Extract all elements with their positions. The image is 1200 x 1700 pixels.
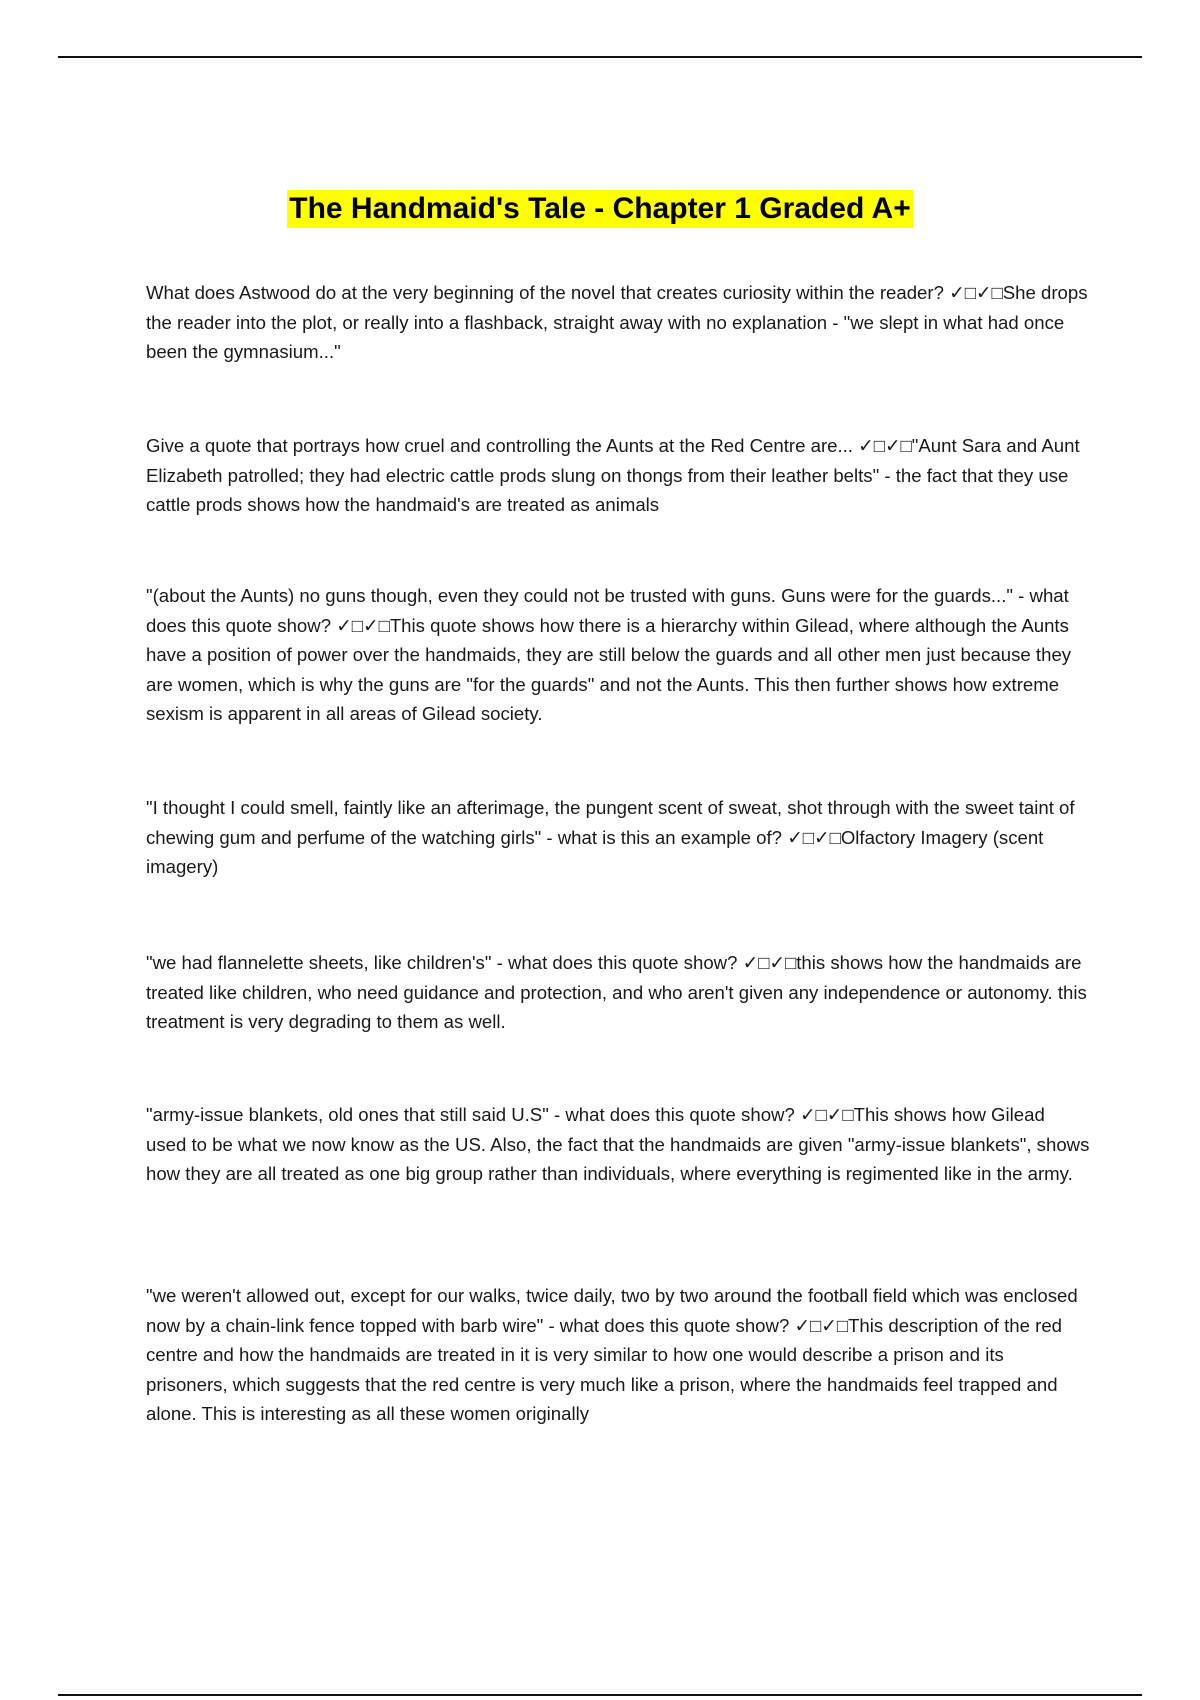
top-rule	[58, 56, 1142, 58]
qa-item	[146, 1100, 1090, 1189]
question-text: Give a quote that portrays how cruel and controlling the Aunts at the Red Centre are...	[146, 435, 859, 456]
bottom-rule	[58, 1694, 1142, 1696]
question-text: "we had flannelette sheets, like children's" - what does this quote show?	[146, 952, 743, 973]
document-title: The Handmaid's Tale - Chapter 1 Graded A+	[287, 190, 912, 228]
answer-text: She drops the reader into the plot, or really into a flashback, straight away with no explanation - "we slept in what had once been the gymnasium..."	[146, 282, 1088, 362]
question-text: "we weren't allowed out, except for our walks, twice daily, two by two around the football field which was enclosed now by a chain-link fence topped with barb wire" - what does this quote show?	[146, 1285, 1078, 1336]
question-text: "(about the Aunts) no guns though, even they could not be trusted with guns. Guns were for the guards..." - what does this quote show?	[146, 585, 1069, 636]
answer-text: this shows how the handmaids are treated like children, who need guidance and protection, and who aren't given any independence or autonomy. this treatment is very degrading to them as well.	[146, 952, 1087, 1032]
answer-marker: ✓□✓□	[794, 1314, 849, 1336]
qa-item	[146, 581, 1090, 729]
answer-marker: ✓□✓□	[858, 435, 912, 456]
question-text: "I thought I could smell, faintly like an afterimage, the pungent scent of sweat, shot through with the sweet taint of chewing gum and perfume of the watching girls" - what is this an example of?	[146, 797, 1075, 848]
answer-text: This shows how Gilead used to be what we now know as the US. Also, the fact that the handmaids are given "army-issue blankets", shows how they are all treated as one big group rather than individuals, where everything is regimented like in the army.	[146, 1104, 1090, 1184]
answer-marker: ✓□✓□	[787, 826, 841, 848]
qa-item	[146, 431, 1090, 520]
answer-text: Olfactory Imagery (scent imagery)	[146, 826, 1044, 877]
qa-item	[146, 1281, 1090, 1429]
title-container	[0, 190, 1200, 228]
answer-text: This quote shows how there is a hierarchy within Gilead, where although the Aunts have a position of power over the handmaids, they are still below the guards and all other men just because they are women, which is why the guns are "for the guards" and not the Aunts. This then further shows how extreme sexism is apparent in all areas of Gilead society.	[146, 614, 1072, 724]
answer-marker: ✓□✓□	[949, 282, 1003, 303]
qa-item	[146, 793, 1090, 882]
answer-marker: ✓□✓□	[799, 1104, 854, 1125]
qa-item	[146, 948, 1090, 1037]
answer-text: "Aunt Sara and Aunt Elizabeth patrolled; they had electric cattle prods slung on thongs from their leather belts" - the fact that they use cattle prods shows how the handmaid's are treated as animals	[146, 435, 1080, 515]
answer-marker: ✓□✓□	[742, 952, 797, 973]
answer-marker: ✓□✓□	[336, 614, 390, 636]
question-text: What does Astwood do at the very beginning of the novel that creates curiosity within the reader?	[146, 282, 950, 303]
qa-item	[146, 278, 1090, 367]
question-text: "army-issue blankets, old ones that still said U.S" - what does this quote show?	[146, 1104, 800, 1125]
answer-text: This description of the red centre and how the handmaids are treated in it is very similar to how one would describe a prison and its prisoners, which suggests that the red centre is very much like a prison, where the handmaids feel trapped and alone. This is interesting as all these women originally	[146, 1314, 1063, 1424]
